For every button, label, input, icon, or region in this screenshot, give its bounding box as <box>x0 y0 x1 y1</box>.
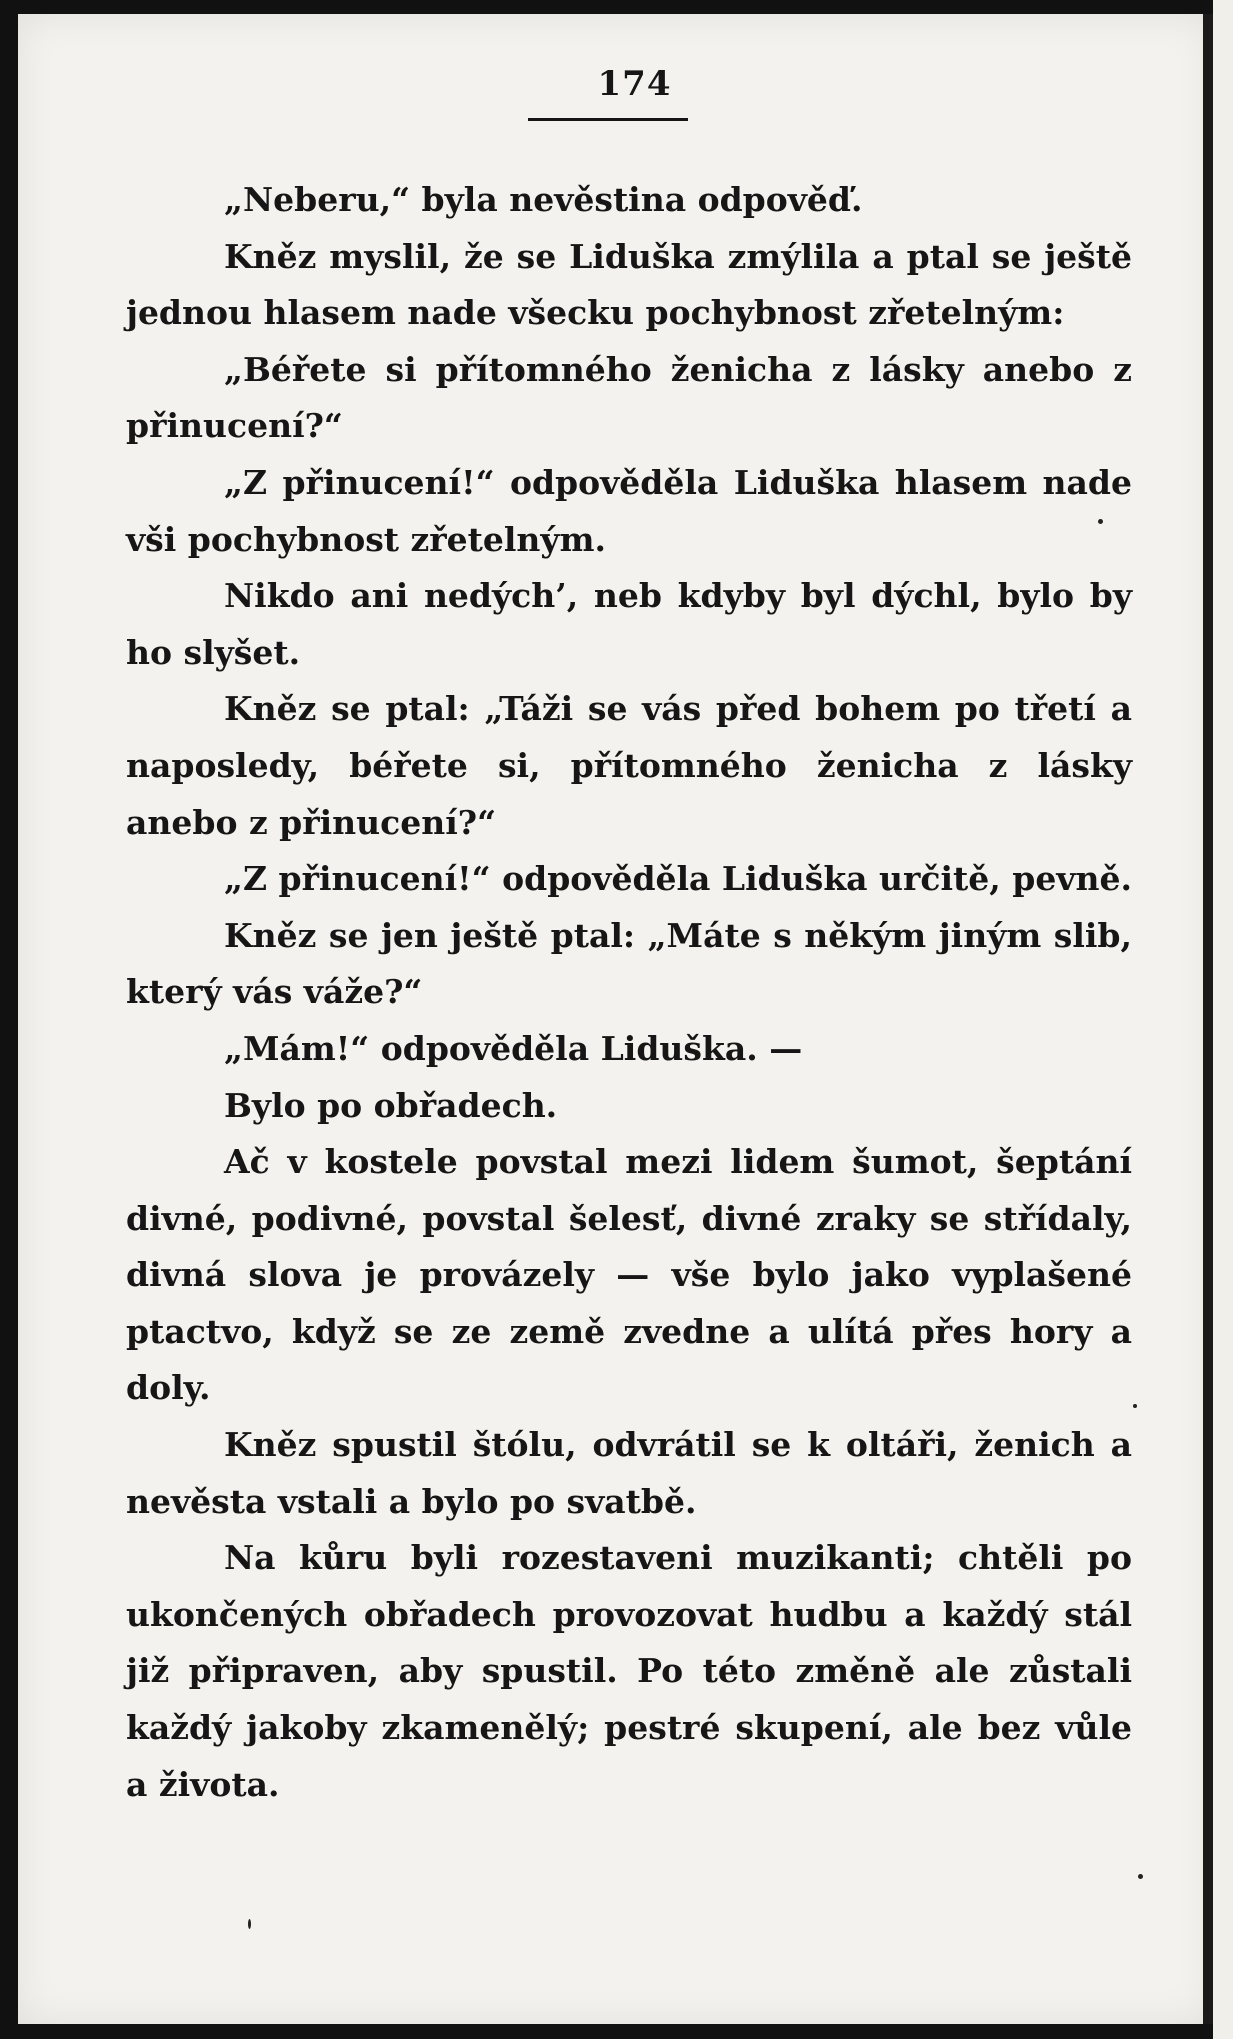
paragraph-2: Kněz myslil, že se Liduška zmýlila a ptal se ještě jednou hlasem nade všecku pochybnost zřetelným: <box>126 236 1132 333</box>
print-speck <box>1133 1404 1137 1408</box>
paragraph-6: Kněz se ptal: „Táži se vás před bohem po třetí a naposledy, béřete si, přítomného ženicha z lásky anebo z přinucení?“ <box>126 689 1132 842</box>
page-edge-shadow <box>1203 14 1213 2024</box>
book-page <box>18 14 1213 2024</box>
paragraph-13: Na kůru byli rozestaveni muzikanti; chtěli po ukončených obřadech provozovat hudbu a každý stál již připraven, aby spustil. Po této změně ale zůstali každý jakoby zkamenělý; pestré skupení, ale bez vůle a života. <box>126 1538 1132 1804</box>
paragraph-5: Nikdo ani nedých’, neb kdyby byl dýchl, bylo by ho slyšet. <box>126 576 1132 672</box>
print-speck <box>1098 519 1103 524</box>
paragraph-10: Bylo po obřadech. <box>224 1085 558 1125</box>
paragraph-12: Kněz spustil štólu, odvrátil se k oltáři, ženich a nevěsta vstali a bylo po svatbě. <box>126 1425 1132 1521</box>
paragraph-7: „Z přinucení!“ odpověděla Liduška určitě, pevně. <box>224 859 1132 899</box>
page-header <box>18 64 1213 104</box>
print-speck <box>1138 1874 1143 1879</box>
paragraph-1: „Neberu,“ byla nevěstina odpověď. <box>224 180 863 219</box>
page-number: 174 <box>597 64 672 104</box>
paragraph-11: Ač v kostele povstal mezi lidem šumot, šeptání divné, podivné, povstal šelesť, divné zraky se střídaly, divná slova je provázely — vše bylo jako vyplašené ptactvo, když se ze země zvedne a ulítá přes hory a doly. <box>126 1142 1132 1408</box>
paragraph-3: „Béřete si přítomného ženicha z lásky anebo z přinucení?“ <box>126 349 1132 446</box>
print-speck <box>248 1919 251 1929</box>
header-rule <box>528 118 688 121</box>
next-page-edge <box>1213 0 1233 2039</box>
paragraph-8: Kněz se jen ještě ptal: „Máte s někým jiným slib, který vás váže?“ <box>126 915 1132 1012</box>
body-text <box>126 172 1132 1813</box>
paragraph-9: „Mám!“ odpověděla Liduška. — <box>224 1028 803 1068</box>
paragraph-4: „Z přinucení!“ odpověděla Liduška hlasem nade vši pochybnost zřetelným. <box>126 462 1132 559</box>
